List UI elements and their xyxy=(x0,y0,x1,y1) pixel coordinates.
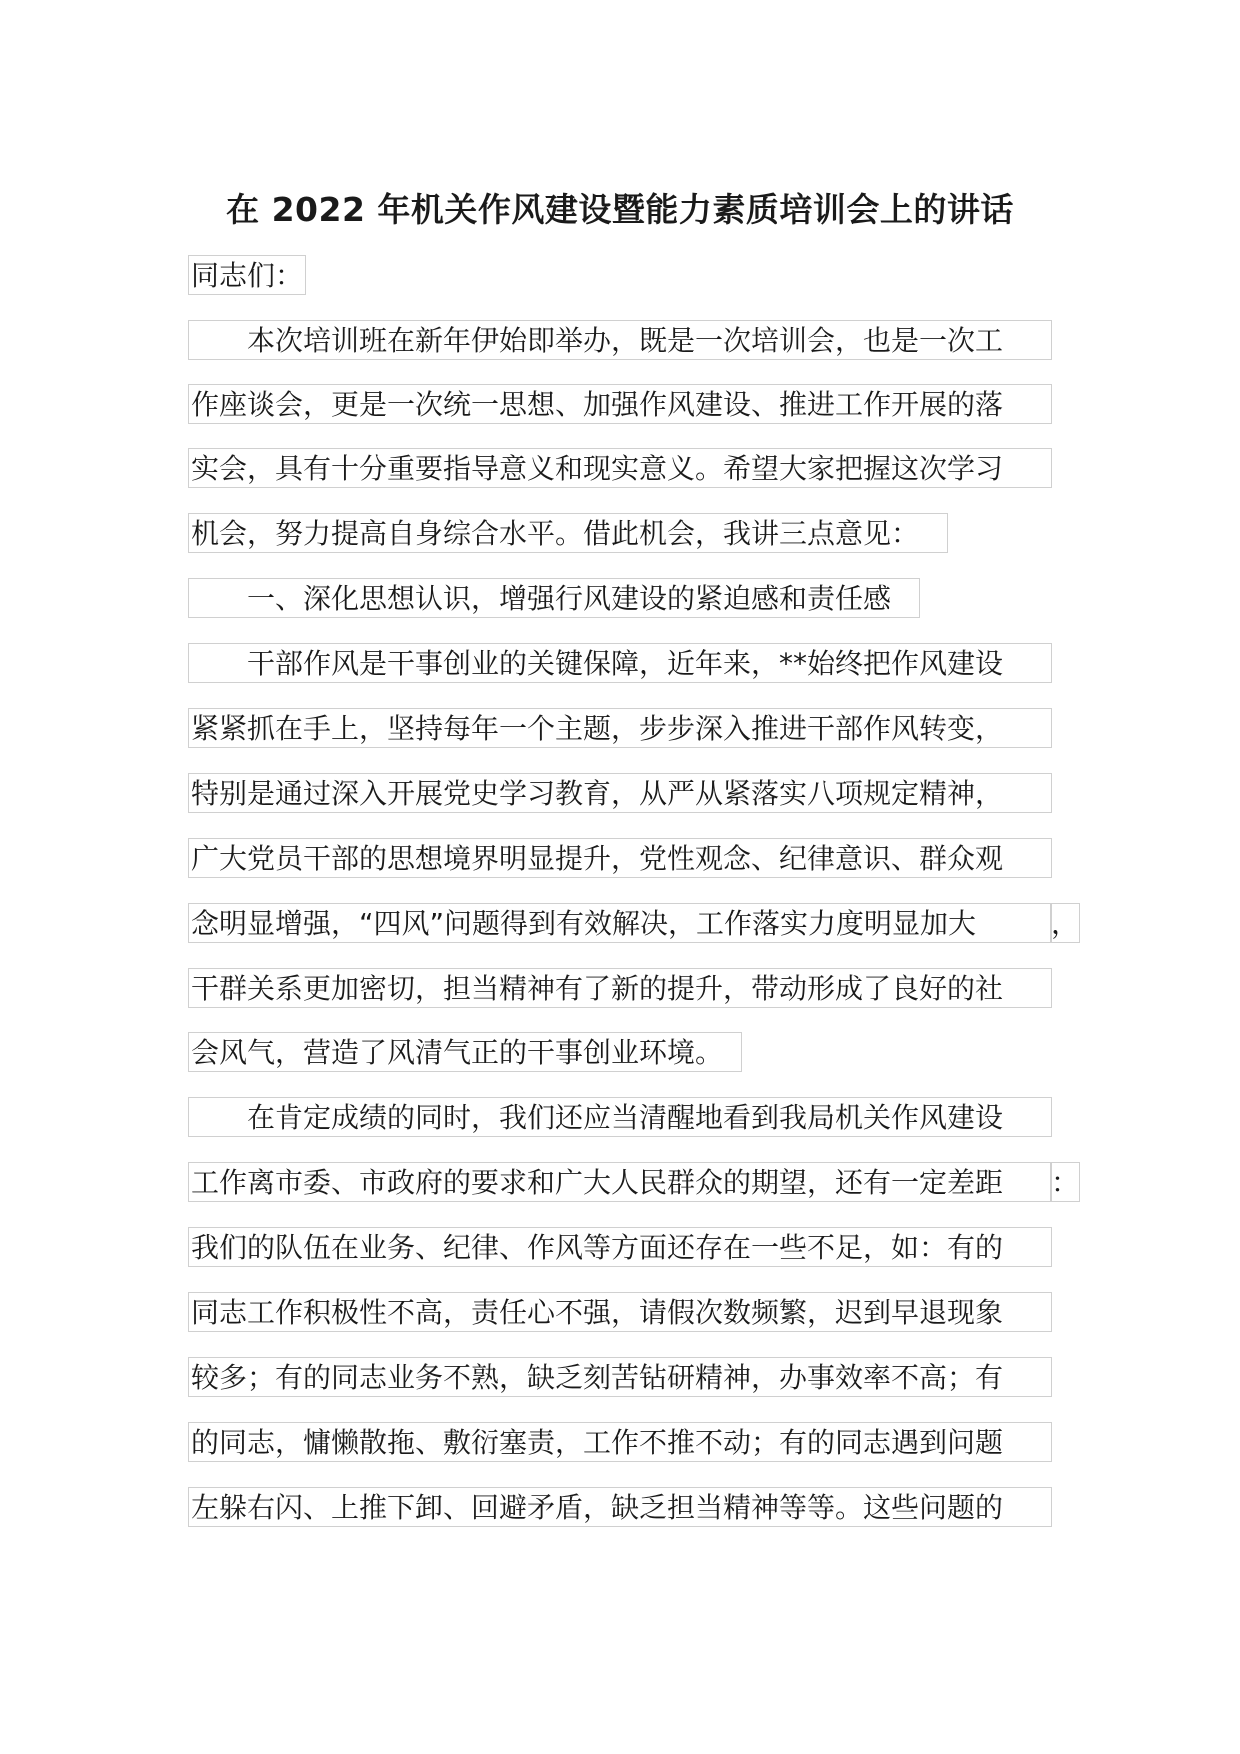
paragraph-line: 特别是通过深入开展党史学习教育，从严从紧落实八项规定精神， xyxy=(188,773,1052,813)
paragraph-line: 广大党员干部的思想境界明显提升，党性观念、纪律意识、群众观 xyxy=(188,838,1052,878)
paragraph-line: 会风气，营造了风清气正的干事创业环境。 xyxy=(188,1032,742,1072)
section-heading: 一、深化思想认识，增强行风建设的紧迫感和责任感 xyxy=(188,578,920,618)
paragraph-line: 作座谈会，更是一次统一思想、加强作风建设、推进工作开展的落 xyxy=(188,384,1052,424)
paragraph-line: 干部作风是干事创业的关键保障，近年来，**始终把作风建设 xyxy=(188,643,1052,683)
paragraph-line: 在肯定成绩的同时，我们还应当清醒地看到我局机关作风建设 xyxy=(188,1097,1052,1137)
document-title: 在 2022 年机关作风建设暨能力素质培训会上的讲话 xyxy=(226,190,1014,229)
paragraph-line: 的同志，慵懒散拖、敷衍塞责，工作不推不动；有的同志遇到问题 xyxy=(188,1422,1052,1462)
paragraph-line: 机会，努力提高自身综合水平。借此机会，我讲三点意见： xyxy=(188,513,948,553)
paragraph-line: 左躲右闪、上推下卸、回避矛盾，缺乏担当精神等等。这些问题的 xyxy=(188,1487,1052,1527)
paragraph-line: 工作离市委、市政府的要求和广大人民群众的期望，还有一定差距 xyxy=(188,1162,1052,1202)
line-overflow-punctuation: ： xyxy=(1050,1162,1080,1202)
paragraph-line: 同志工作积极性不高，责任心不强，请假次数频繁，迟到早退现象 xyxy=(188,1292,1052,1332)
paragraph-line: 念明显增强，“四风”问题得到有效解决，工作落实力度明显加大 xyxy=(188,903,1052,943)
salutation: 同志们： xyxy=(188,255,306,295)
paragraph-line: 我们的队伍在业务、纪律、作风等方面还存在一些不足，如：有的 xyxy=(188,1227,1052,1267)
paragraph-line: 干群关系更加密切，担当精神有了新的提升，带动形成了良好的社 xyxy=(188,968,1052,1008)
paragraph-line: 本次培训班在新年伊始即举办，既是一次培训会，也是一次工 xyxy=(188,320,1052,360)
paragraph-line: 紧紧抓在手上，坚持每年一个主题，步步深入推进干部作风转变， xyxy=(188,708,1052,748)
line-overflow-punctuation: ， xyxy=(1050,903,1080,943)
paragraph-line: 较多；有的同志业务不熟，缺乏刻苦钻研精神，办事效率不高；有 xyxy=(188,1357,1052,1397)
paragraph-line: 实会，具有十分重要指导意义和现实意义。希望大家把握这次学习 xyxy=(188,448,1052,488)
